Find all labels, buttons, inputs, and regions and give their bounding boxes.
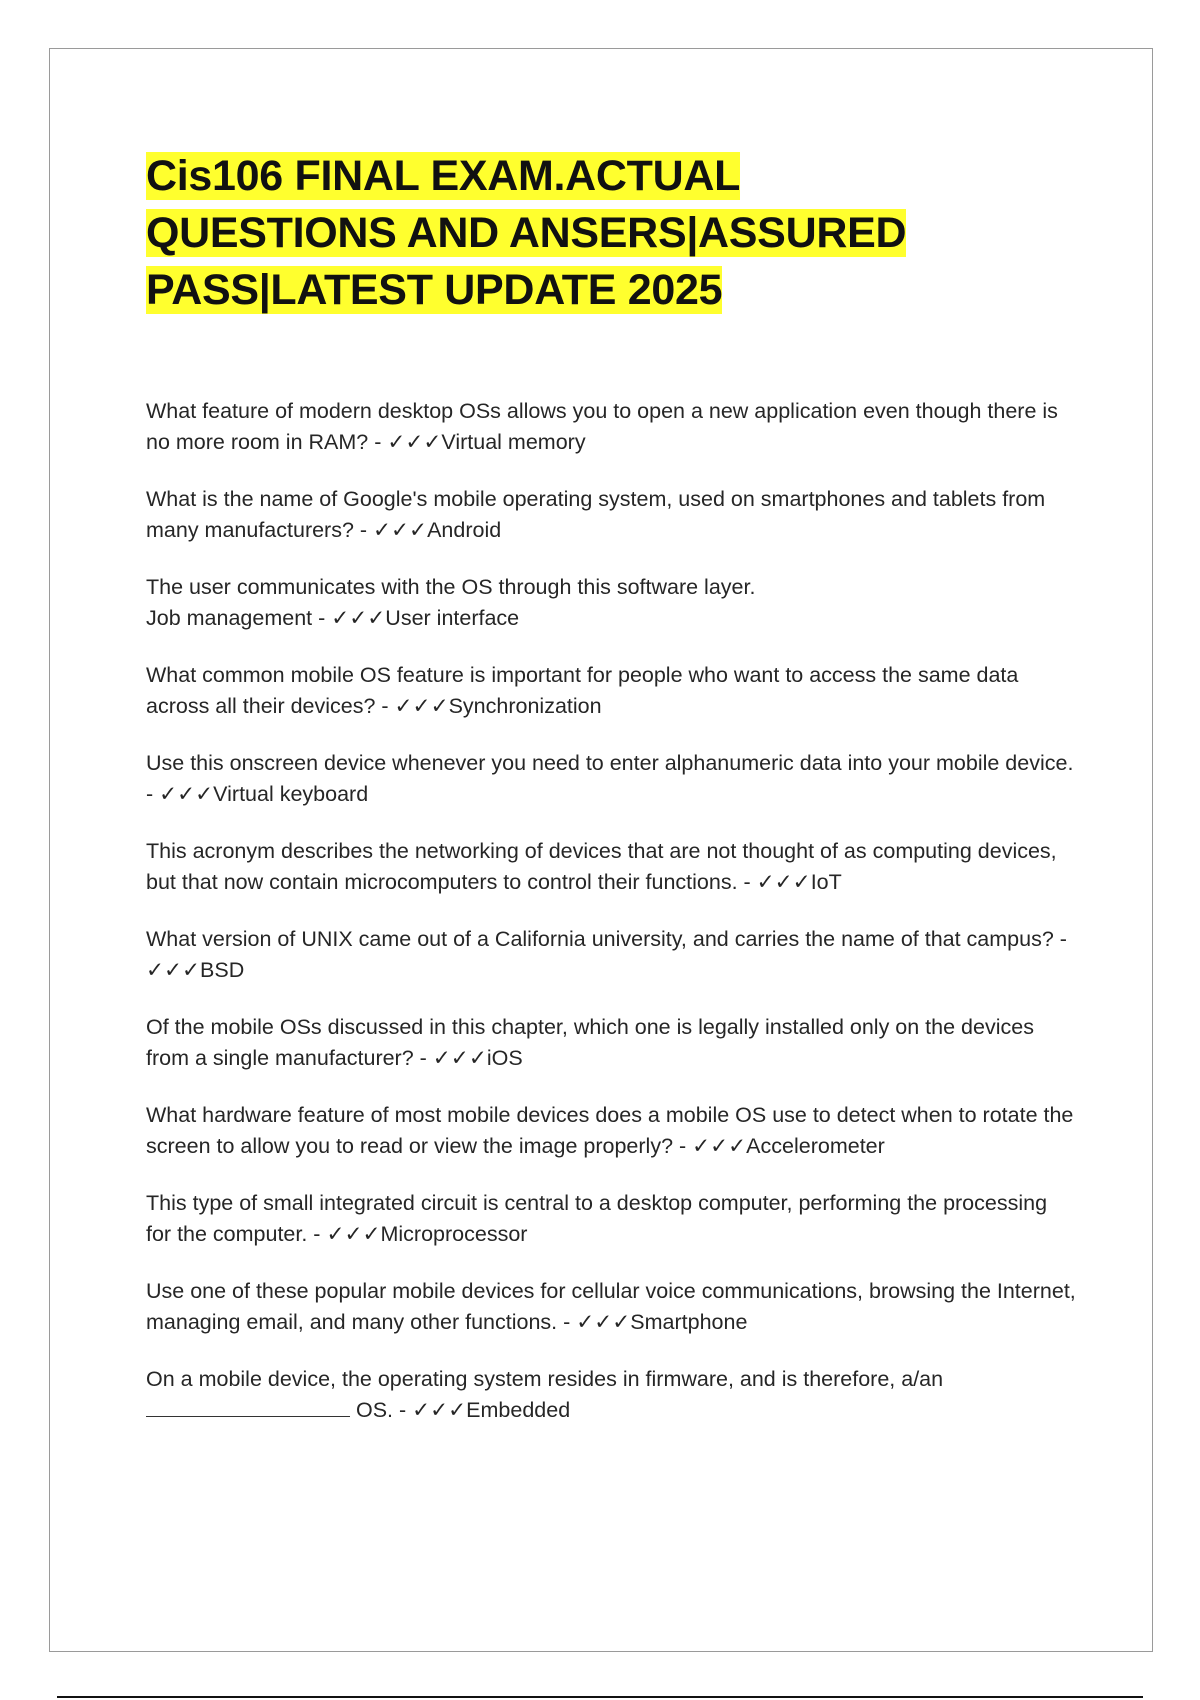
title-line-1: Cis106 FINAL EXAM.ACTUAL <box>146 152 741 200</box>
answer-text: ✓✓✓iOS <box>432 1046 523 1070</box>
answer-text: ✓✓✓User interface <box>331 606 520 630</box>
answer-text: ✓✓✓IoT <box>756 870 842 894</box>
question-text-before-blank: On a mobile device, the operating system resides in firmware, and is therefore, a/an <box>146 1367 944 1391</box>
qa-item-embedded <box>146 1364 1076 1426</box>
answer-text: ✓✓✓Smartphone <box>576 1310 748 1334</box>
question-text: Use this onscreen device whenever you need to enter alphanumeric data into your mobile device. - <box>146 751 1074 806</box>
question-text: What common mobile OS feature is important for people who want to access the same data across all their devices? - <box>146 663 1019 718</box>
title-line-3: PASS|LATEST UPDATE 2025 <box>146 266 723 314</box>
question-text-after-blank: OS. - <box>350 1398 413 1422</box>
question-text-line-1: The user communicates with the OS through this software layer. <box>146 575 756 599</box>
question-text: What feature of modern desktop OSs allows you to open a new application even though there is no more room in RAM? - <box>146 399 1058 454</box>
qa-item-iot <box>146 836 1076 898</box>
answer-text: ✓✓✓Android <box>373 518 502 542</box>
question-text: This type of small integrated circuit is central to a desktop computer, performing the processing for the computer. - <box>146 1191 1048 1246</box>
question-text: This acronym describes the networking of devices that are not thought of as computing devices, but that now contain microcomputers to control their functions. - <box>146 839 1057 894</box>
answer-text: ✓✓✓Synchronization <box>394 694 602 718</box>
qa-item-accelerometer <box>146 1100 1076 1162</box>
question-text: What is the name of Google's mobile operating system, used on smartphones and tablets from many manufacturers? - <box>146 487 1046 542</box>
qa-item-android <box>146 484 1076 546</box>
answer-text: ✓✓✓Microprocessor <box>326 1222 528 1246</box>
qa-item-microprocessor <box>146 1188 1076 1250</box>
qa-item-smartphone <box>146 1276 1076 1338</box>
document-title <box>146 148 1066 319</box>
answer-text: ✓✓✓BSD <box>146 958 245 982</box>
question-text: What version of UNIX came out of a California university, and carries the name of that campus? - <box>146 927 1067 951</box>
qa-item-virtual-keyboard <box>146 748 1076 810</box>
question-text: Of the mobile OSs discussed in this chapter, which one is legally installed only on the devices from a single manufacturer? - <box>146 1015 1034 1070</box>
answer-text: ✓✓✓Accelerometer <box>692 1134 885 1158</box>
question-text: What hardware feature of most mobile devices does a mobile OS use to detect when to rotate the screen to allow you to read or view the image properly? - <box>146 1103 1074 1158</box>
question-text-line-2: Job management - <box>146 606 332 630</box>
answer-text: ✓✓✓Virtual keyboard <box>159 782 369 806</box>
qa-list <box>146 396 1076 1452</box>
qa-item-synchronization <box>146 660 1076 722</box>
fill-in-blank-line <box>146 1396 350 1417</box>
answer-text: ✓✓✓Embedded <box>412 1398 571 1422</box>
qa-item-ios <box>146 1012 1076 1074</box>
qa-item-virtual-memory <box>146 396 1076 458</box>
question-text: Use one of these popular mobile devices for cellular voice communications, browsing the Internet, managing email, and many other functions. - <box>146 1279 1076 1334</box>
title-line-2: QUESTIONS AND ANSERS|ASSURED <box>146 209 907 257</box>
qa-item-user-interface <box>146 572 1076 634</box>
qa-item-bsd <box>146 924 1076 986</box>
answer-text: ✓✓✓Virtual memory <box>387 430 586 454</box>
bottom-rule <box>57 1696 1143 1698</box>
